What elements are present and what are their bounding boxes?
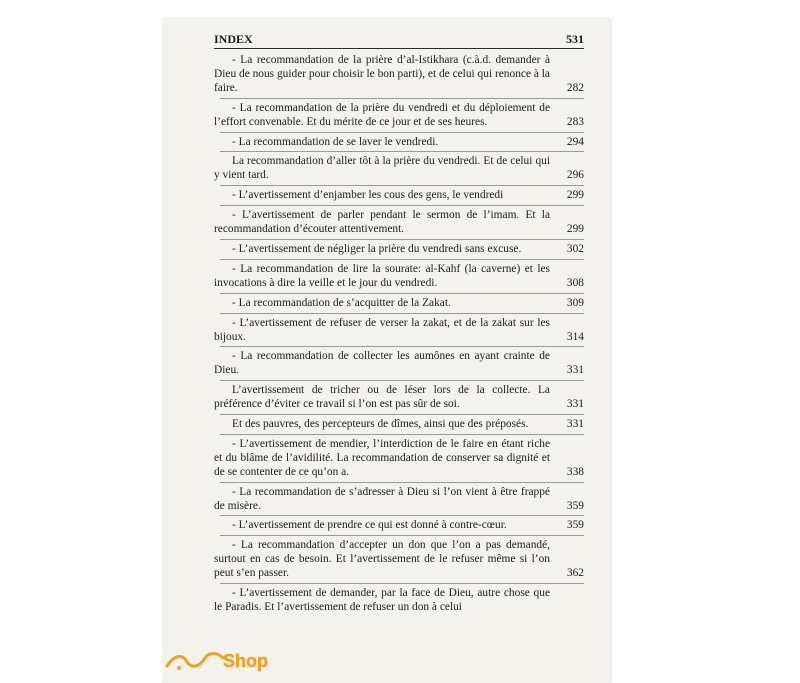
index-entry-page: 309	[566, 296, 584, 309]
index-entry-text: - La recommandation de se laver le vendredi.	[232, 135, 439, 148]
index-entry-row	[214, 350, 584, 378]
index-entry-row	[214, 102, 584, 130]
entry-divider	[220, 414, 584, 415]
index-entry	[214, 243, 584, 260]
entry-divider	[220, 380, 584, 381]
index-entry-row	[214, 209, 584, 237]
index-entry-page: 359	[566, 519, 584, 532]
index-entry-row	[214, 263, 584, 291]
index-entry	[214, 587, 584, 615]
index-entry-text: - L’avertissement de demander, par la face de Dieu, autre chose que le Paradis. Et l’avertissement de refuser un don à celui	[214, 587, 550, 613]
index-entry-page: 296	[566, 169, 584, 182]
index-entry	[214, 189, 584, 206]
header-page-number: 531	[566, 32, 584, 46]
index-entry	[214, 438, 584, 483]
index-entry-page: 282	[566, 81, 584, 94]
index-entry-row	[214, 155, 584, 183]
index-entry	[214, 136, 584, 153]
index-entry	[214, 317, 584, 348]
index-entry	[214, 350, 584, 381]
entry-divider	[220, 185, 584, 186]
index-entry-page: 302	[566, 242, 584, 255]
index-entry-page: 359	[566, 499, 584, 512]
entry-divider	[220, 313, 584, 314]
index-entry	[214, 418, 584, 435]
entry-divider	[220, 515, 584, 516]
index-entry-page: 331	[566, 418, 584, 431]
entry-divider	[220, 434, 584, 435]
shop-logo	[165, 650, 268, 672]
index-entry-text: - La recommandation d’accepter un don que l’on a pas demandé, surtout en cas de besoin. Et l’avertissement de le refuser même si l’on peut s’en passer.	[214, 539, 550, 580]
entry-divider	[220, 293, 584, 294]
entry-divider	[220, 482, 584, 483]
logo-text: Shop	[223, 650, 268, 671]
header-title: INDEX	[214, 32, 253, 46]
index-entry-row	[214, 587, 584, 615]
index-entry-page: 299	[566, 189, 584, 202]
entry-divider	[220, 535, 584, 536]
page-header	[214, 32, 584, 49]
index-entry-page: 362	[566, 567, 584, 580]
index-entry-row	[214, 486, 584, 514]
index-entry-row	[214, 136, 584, 150]
index-entry-text: L’avertissement de tricher ou de léser lors de la collecte. La préférence d’éviter ce travail si l’on est pas sûr de soi.	[214, 384, 550, 411]
index-entry-text: Et des pauvres, des percepteurs de dîmes, ainsi que des préposés.	[232, 418, 529, 431]
entry-divider	[220, 98, 584, 99]
index-entry	[214, 263, 584, 294]
index-entry-page: 331	[566, 364, 584, 377]
entry-divider	[220, 205, 584, 206]
index-entry-text: La recommandation d’aller tôt à la prière du vendredi. Et de celui qui y vient tard.	[214, 155, 550, 182]
index-entry	[214, 539, 584, 584]
index-entry-text: - La recommandation de la prière d’al-Istikhara (c.à.d. demander à Dieu de nous guider pour choisir le bon parti), et de celui qui renonce à la faire.	[214, 54, 550, 94]
index-entry-row	[214, 189, 584, 203]
index-entry-text: - L’avertissement d’enjamber les cous des gens, le vendredi	[232, 189, 504, 202]
entry-divider	[220, 239, 584, 240]
index-entry	[214, 297, 584, 314]
entry-divider	[220, 583, 584, 584]
index-entry	[214, 102, 584, 133]
index-entry-text: - La recommandation de la prière du vendredi et du déploiement de l’effort convenable. Et du mérite de ce jour et de ses heures.	[214, 101, 550, 128]
index-entry	[214, 486, 584, 517]
index-entry-row	[214, 438, 584, 480]
index-entry-row	[214, 384, 584, 412]
index-entry	[214, 384, 584, 415]
index-entry-row	[214, 317, 584, 345]
swoosh-logo-icon	[165, 650, 227, 672]
index-entry-row	[214, 539, 584, 581]
index-entry-row	[214, 54, 584, 96]
index-entry-text: - L’avertissement de prendre ce qui est donné à contre-cœur.	[232, 519, 507, 532]
index-entry-page: 338	[566, 465, 584, 478]
index-entry-text: - L’avertissement de mendier, l’interdiction de le faire en étant riche et du blâme de l’avidilité. La recommandation de conserver sa dignité et de se contenter de ce qu’on a.	[214, 437, 550, 478]
index-entry-text: - La recommandation de lire la sourate: al-Kahf (la caverne) et les invocations à dire la veille et le jour du vendredi.	[214, 262, 550, 289]
index-entry-text: - La recommandation de s’adresser à Dieu si l’on vient à être frappé de misère.	[214, 485, 550, 512]
entry-divider	[220, 151, 584, 152]
index-entry-text: - L’avertissement de négliger la prière du vendredi sans excuse.	[232, 242, 522, 255]
entry-divider	[220, 259, 584, 260]
index-entry-row	[214, 519, 584, 533]
index-entry-text: - L’avertissement de refuser de verser la zakat, et de la zakat sur les bijoux.	[214, 316, 550, 343]
index-entry-page: 314	[566, 330, 584, 343]
index-entry-text: - La recommandation de s’acquitter de la Zakat.	[232, 296, 451, 309]
index-entry-page: 308	[566, 276, 584, 289]
index-entry-page: 283	[566, 115, 584, 128]
index-entry	[214, 155, 584, 186]
index-entry-text: - L’avertissement de parler pendant le sermon de l’imam. Et la recommandation d’écouter attentivement.	[214, 209, 550, 236]
index-entry-page: 331	[566, 398, 584, 411]
index-entry-row	[214, 418, 584, 432]
index-entry-page: 294	[566, 135, 584, 148]
index-entry	[214, 54, 584, 99]
index-entries	[214, 54, 584, 618]
index-entry-row	[214, 297, 584, 311]
index-entry	[214, 519, 584, 536]
entry-divider	[220, 346, 584, 347]
index-entry-text: - La recommandation de collecter les aumônes en ayant crainte de Dieu.	[214, 350, 550, 377]
entry-divider	[220, 132, 584, 133]
index-entry-row	[214, 243, 584, 257]
index-entry	[214, 209, 584, 240]
index-entry-page: 299	[566, 223, 584, 236]
book-page	[162, 18, 610, 683]
